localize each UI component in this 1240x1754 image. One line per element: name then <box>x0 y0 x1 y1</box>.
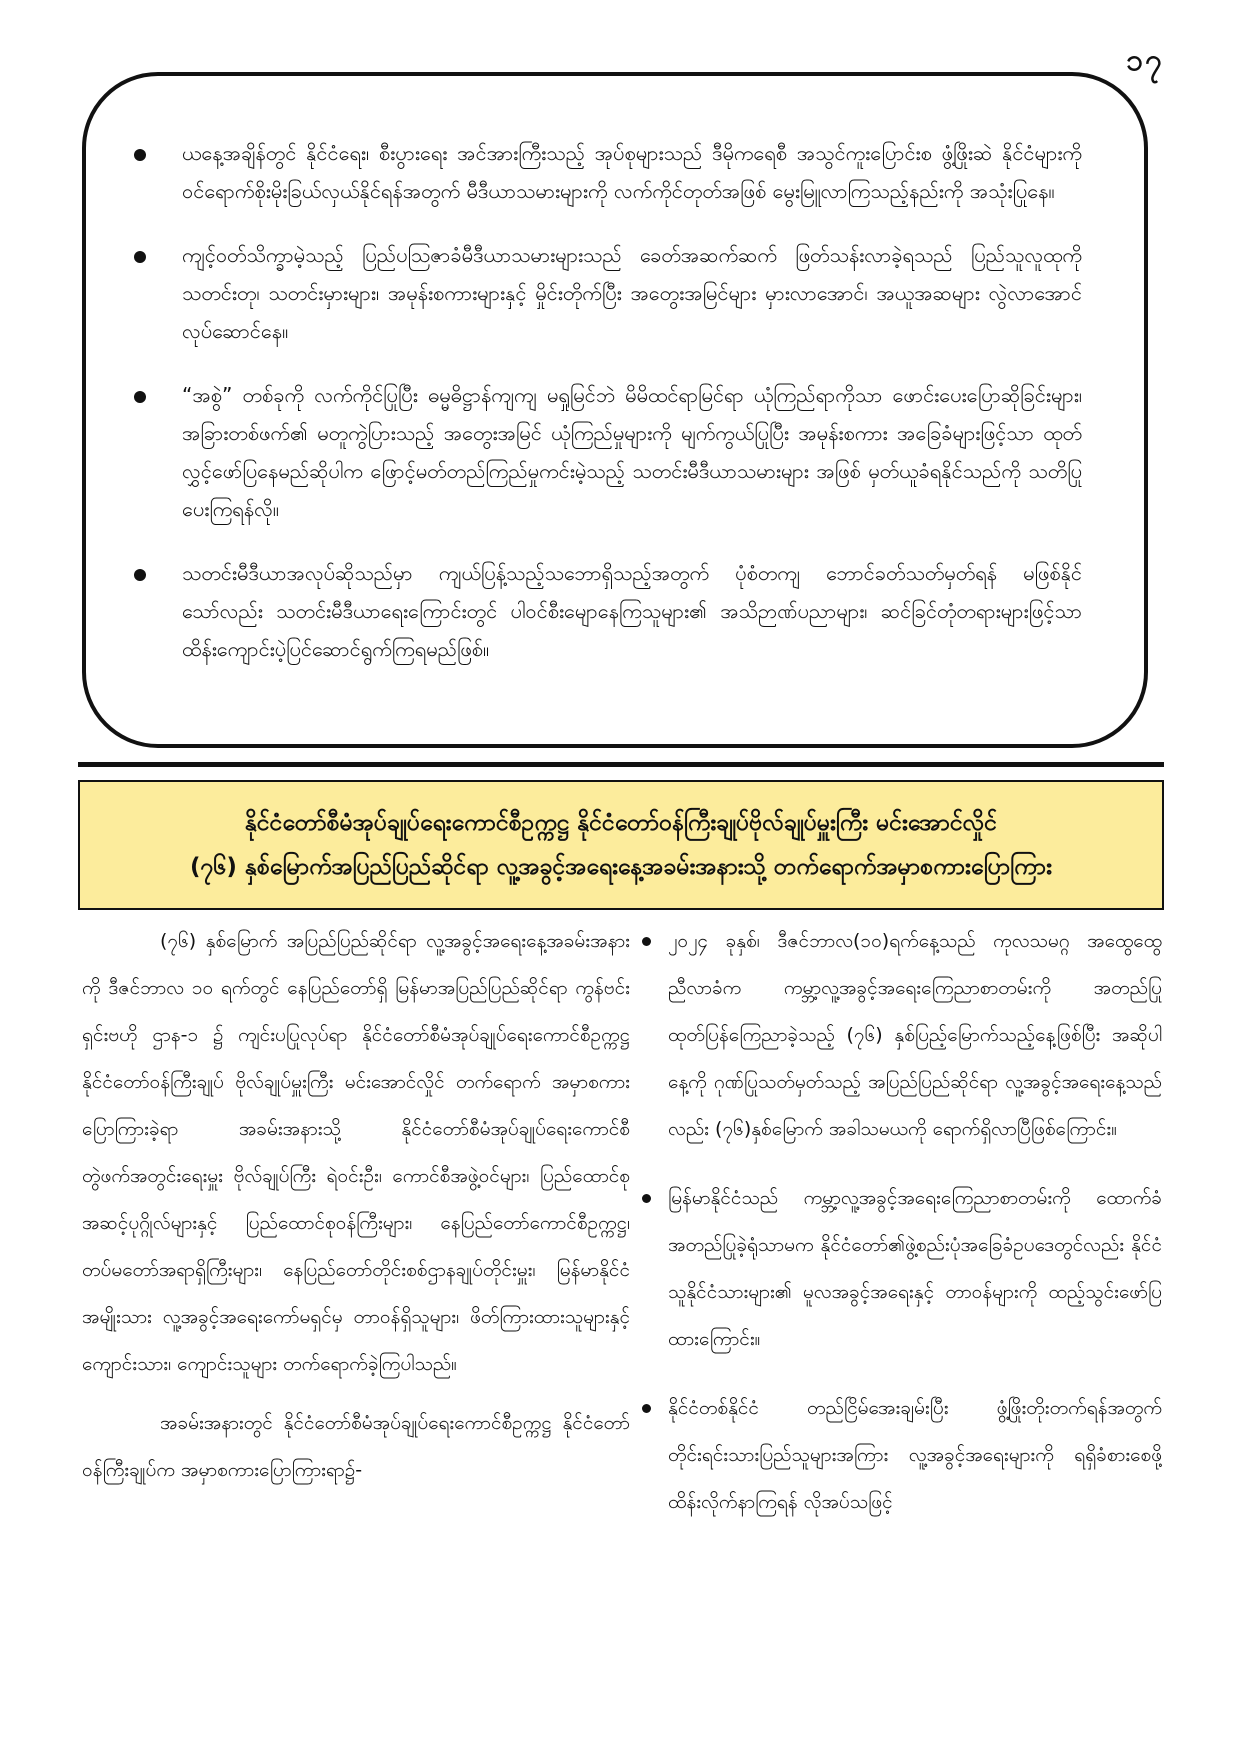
summary-item: သတင်းမီဒီယာအလုပ်ဆိုသည်မှာ ကျယ်ပြန့်သည့်သဘောရှိသည့်အတွက် ပုံစံတကျ ဘောင်ခတ်သတ်မှတ်ရန် မဖြစ်နိုင်သော်လည်း သတင်းမီဒီယာရေးကြောင်းတွင် ပါဝင်စီးမျောနေကြသူများ၏ အသိဉာဏ်ပညာများ၊ ဆင်ခြင်တုံတရားများဖြင့်သာ ထိန်းကျောင်းပဲ့ပြင်ဆောင်ရွက်ကြရမည်ဖြစ်။ <box>134 554 1082 668</box>
body-paragraph: အခမ်းအနားတွင် နိုင်ငံတော်စီမံအုပ်ချုပ်ရေးကောင်စီဥက္ကဋ္ဌ နိုင်ငံတော်ဝန်ကြီးချုပ်က အမှာစကားပြောကြားရာ၌- <box>82 1412 630 1481</box>
summary-list <box>134 134 1082 668</box>
summary-item: ယနေ့အချိန်တွင် နိုင်ငံရေး၊ စီးပွားရေး အင်အားကြီးသည့် အုပ်စုများသည် ဒီမိုကရေစီ အသွင်ကူးပြောင်းစ ဖွံ့ဖြိုးဆဲ နိုင်ငံများကို ဝင်ရောက်စိုးမိုးခြယ်လှယ်နိုင်ရန်အတွက် မီဒီယာသမားများကို လက်ကိုင်တုတ်အဖြစ် မွေးမြူလာကြသည့်နည်းကို အသုံးပြုနေ။ <box>134 134 1082 210</box>
summary-box <box>82 72 1148 748</box>
speech-point: ၂၀၂၄ ခုနှစ်၊ ဒီဇင်ဘာလ(၁၀)ရက်နေ့သည် ကုလသမဂ္ဂ အထွေထွေညီလာခံက ကမ္ဘာ့လူ့အခွင့်အရေးကြေညာစာတမ်းကို အတည်ပြုထုတ်ပြန်ကြေညာခဲ့သည့် (၇၆) နှစ်ပြည့်မြောက်သည့်နေ့ဖြစ်ပြီး အဆိုပါနေ့ကို ဂုဏ်ပြုသတ်မှတ်သည့် အပြည်ပြည်ဆိုင်ရာ လူ့အခွင့်အရေးနေ့သည်လည်း (၇၆)နှစ်မြောက် အခါသမယကို ရောက်ရှိလာပြီဖြစ်ကြောင်း။ <box>642 918 1162 1153</box>
speech-point: နိုင်ငံတစ်နိုင်ငံ တည်ငြိမ်အေးချမ်းပြီး ဖွံ့ဖြိုးတိုးတက်ရန်အတွက် တိုင်းရင်းသားပြည်သူများအကြား လူ့အခွင့်အရေးများကို ရရှိခံစားစေဖို့ထိန်းလိုက်နာကြရန် လိုအပ်သဖြင့် <box>642 1385 1162 1526</box>
speech-point: မြန်မာနိုင်ငံသည် ကမ္ဘာ့လူ့အခွင့်အရေးကြေညာစာတမ်းကို ထောက်ခံအတည်ပြုခဲ့ရုံသာမက နိုင်ငံတော်၏ဖွဲ့စည်းပုံအခြေခံဥပဒေတွင်လည်း နိုင်ငံသူနိုင်ငံသားများ၏ မူလအခွင့်အရေးနှင့် တာဝန်များကို ထည့်သွင်းဖော်ပြထားကြောင်း။ <box>642 1175 1162 1363</box>
left-column <box>82 918 630 1506</box>
title-line-1: နိုင်ငံတော်စီမံအုပ်ချုပ်ရေးကောင်စီဥက္ကဋ္ဌ နိုင်ငံတော်ဝန်ကြီးချုပ်ဗိုလ်ချုပ်မှူးကြီး မင်းအောင်လှိုင် <box>244 810 998 836</box>
page-number: ၁၇ <box>1126 43 1164 78</box>
title-line-2: (၇၆) နှစ်မြောက်အပြည်ပြည်ဆိုင်ရာ လူ့အခွင့်အရေးနေ့အခမ်းအနားသို့ တက်ရောက်အမှာစကားပြောကြား <box>190 854 1052 880</box>
section-divider <box>78 762 1164 767</box>
article-title <box>78 780 1164 910</box>
speech-points-list <box>642 918 1162 1526</box>
summary-item: “အစွဲ” တစ်ခုကို လက်ကိုင်ပြုပြီး ဓမ္မဓိဋ္ဌာန်ကျကျ မရှုမြင်ဘဲ မိမိထင်ရာမြင်ရာ ယုံကြည်ရာကိုသာ ဖောင်းပေးပြောဆိုခြင်းများ၊ အခြားတစ်ဖက်၏ မတူကွဲပြားသည့် အတွေးအမြင် ယုံကြည်မှုများကို မျက်ကွယ်ပြုပြီး အမုန်းစကား အခြေခံများဖြင့်သာ ထုတ်လွှင့်ဖော်ပြနေမည်ဆိုပါက ဖြောင့်မတ်တည်ကြည်မှုကင်းမဲ့သည့် သတင်းမီဒီယာသမားများ အဖြစ် မှတ်ယူခံရနိုင်သည်ကို သတိပြုပေးကြရန်လို။ <box>134 376 1082 528</box>
body-paragraph: (၇၆) နှစ်မြောက် အပြည်ပြည်ဆိုင်ရာ လူ့အခွင့်အရေးနေ့အခမ်းအနားကို ဒီဇင်ဘာလ ၁၀ ရက်တွင် နေပြည်တော်ရှိ မြန်မာအပြည်ပြည်ဆိုင်ရာ ကွန်ဗင်းရှင်းဗဟို ဌာန-၁ ၌ ကျင်းပပြုလုပ်ရာ နိုင်ငံတော်စီမံအုပ်ချုပ်ရေးကောင်စီဥက္ကဋ္ဌ နိုင်ငံတော်ဝန်ကြီးချုပ် ဗိုလ်ချုပ်မှူးကြီး မင်းအောင်လှိုင် တက်ရောက် အမှာစကား ပြောကြားခဲ့ရာ အခမ်းအနားသို့ နိုင်ငံတော်စီမံအုပ်ချုပ်ရေးကောင်စီ တွဲဖက်အတွင်းရေးမှူး ဗိုလ်ချုပ်ကြီး ရဲဝင်းဦး၊ ကောင်စီအဖွဲ့ဝင်များ၊ ပြည်ထောင်စုအဆင့်ပုဂ္ဂိုလ်များနှင့် ပြည်ထောင်စုဝန်ကြီးများ၊ နေပြည်တော်ကောင်စီဥက္ကဋ္ဌ၊ တပ်မတော်အရာရှိကြီးများ၊ နေပြည်တော်တိုင်းစစ်ဌာနချုပ်တိုင်းမှူး၊ မြန်မာနိုင်ငံအမျိုးသား လူ့အခွင့်အရေးကော်မရှင်မှ တာဝန်ရှိသူများ၊ ဖိတ်ကြားထားသူများနှင့် ကျောင်းသား၊ ကျောင်းသူများ တက်ရောက်ခဲ့ကြပါသည်။ <box>82 930 630 1375</box>
summary-item: ကျင့်ဝတ်သိက္ခာမဲ့သည့် ပြည်ပဩဇာခံမီဒီယာသမားများသည် ခေတ်အဆက်ဆက် ဖြတ်သန်းလာခဲ့ရသည် ပြည်သူလူထုကို သတင်းတု၊ သတင်းမှားများ၊ အမုန်းစကားများနှင့် မှိုင်းတိုက်ပြီး အတွေးအမြင်များ မှားလာအောင်၊ အယူအဆများ လွဲလာအောင် လုပ်ဆောင်နေ။ <box>134 236 1082 350</box>
right-column <box>642 918 1162 1548</box>
